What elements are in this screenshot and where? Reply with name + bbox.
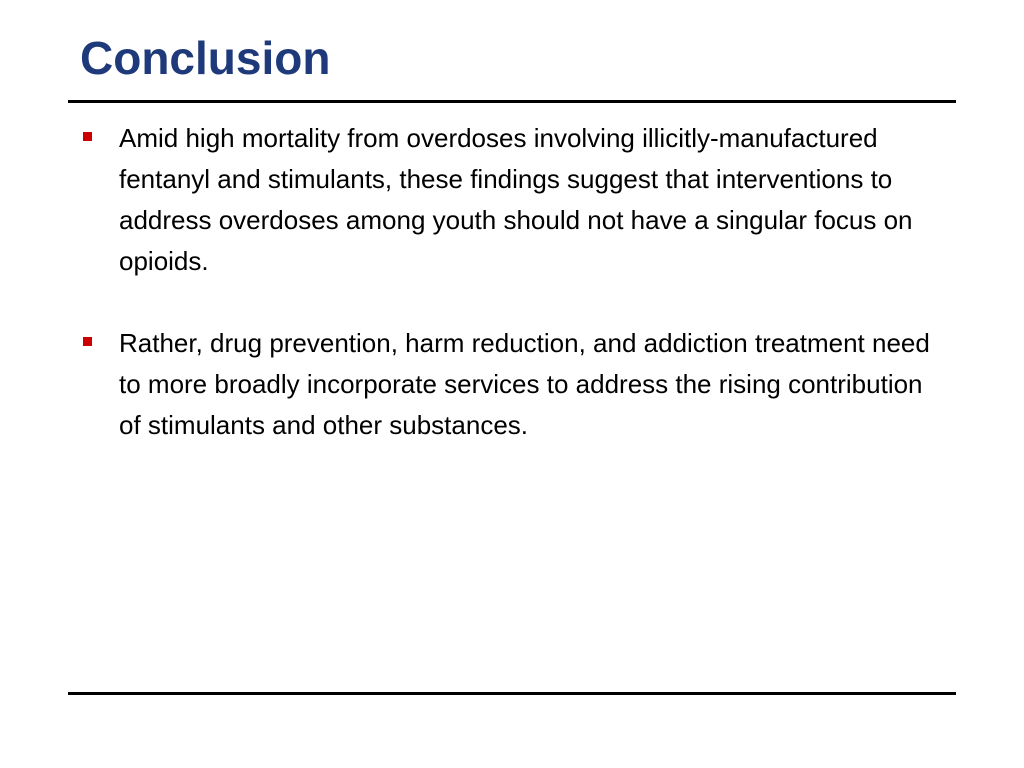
square-bullet-icon — [83, 132, 92, 141]
slide-title: Conclusion — [80, 32, 331, 84]
bullet-list — [80, 118, 930, 487]
bullet-text-2: Rather, drug prevention, harm reduction, and addiction treatment need to more broadly incorporate services to address the rising contribution of stimulants and other substances. — [119, 328, 930, 440]
bullet-item-2 — [80, 323, 930, 446]
bullet-item-1 — [80, 118, 930, 282]
square-bullet-icon — [83, 337, 92, 346]
bullet-text-1: Amid high mortality from overdoses involving illicitly-manufactured fentanyl and stimulants, these findings suggest that interventions to address overdoses among youth should not have a singular focus on opioids. — [119, 123, 913, 276]
top-divider — [68, 100, 956, 103]
bottom-divider — [68, 692, 956, 695]
